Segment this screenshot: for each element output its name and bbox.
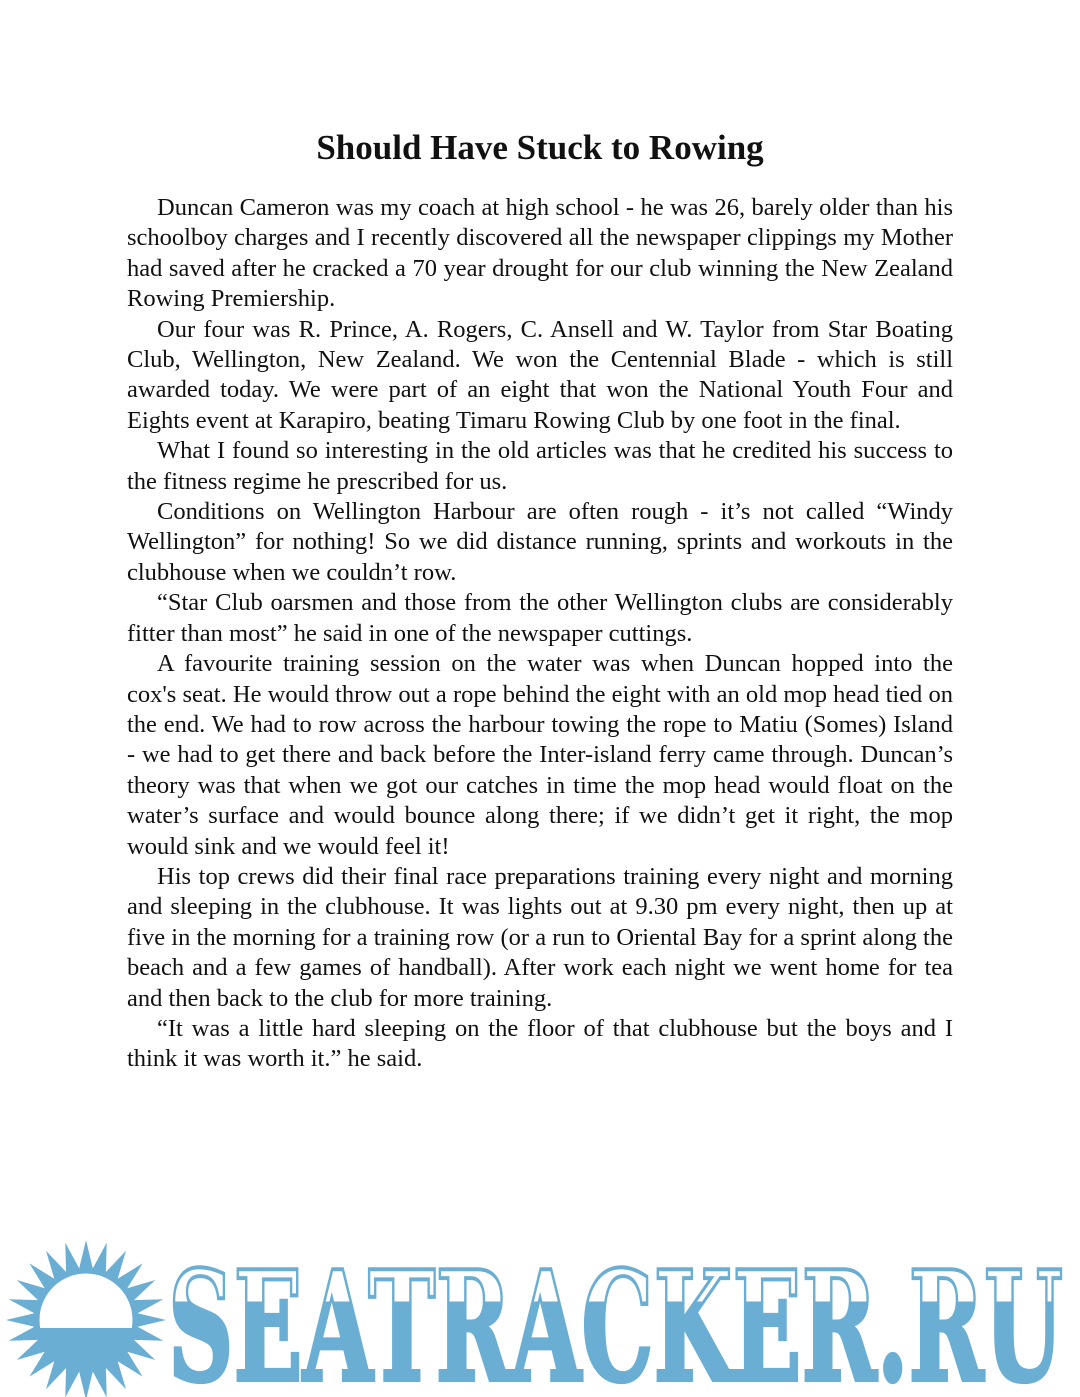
- paragraph-8: “It was a little hard sleeping on the floor of that clubhouse but the boys and I think it was worth it.” he said.: [127, 1014, 953, 1073]
- paragraph-4: Conditions on Wellington Harbour are often rough - it’s not called “Windy Wellington” for nothing! So we did distance running, sprints and workouts in the clubhouse when we couldn’t row.: [127, 498, 953, 586]
- seatracker-logo: [0, 1236, 1080, 1397]
- paragraph-2: Our four was R. Prince, A. Rogers, C. Ansell and W. Taylor from Star Boating Club, Wellington, New Zealand. We won the Centennial Blade - which is still awarded today. We were part of an eight that won the National Youth Four and Eights event at Karapiro, beating Timaru Rowing Club by one foot in the final.: [127, 315, 953, 434]
- logo-wordmark: [168, 1258, 1068, 1388]
- sun-over-water-icon: [6, 1236, 166, 1397]
- paragraph-3: What I found so interesting in the old articles was that he credited his success to the fitness regime he prescribed for us.: [127, 437, 953, 495]
- paragraph-6: A favourite training session on the water was when Duncan hopped into the cox's seat. He would throw out a rope behind the eight with an old mop head tied on the end. We had to row across the harbour towing the rope to Matiu (Somes) Island - we had to get there and back before the Inter-island ferry came through. Duncan’s theory was that when we got our catches in time the mop head would float on the water’s surface and would bounce along there; if we didn’t get it right, the mop would sink and we would feel it!: [127, 650, 953, 860]
- paragraph-7: His top crews did their final race preparations training every night and morning and sleeping in the clubhouse. It was lights out at 9.30 pm every night, then up at five in the morning for a training row (or a run to Oriental Bay for a sprint along the beach and a few games of handball). After work each night we went home for tea and then back to the club for more training.: [127, 862, 953, 1012]
- article-body: [127, 193, 953, 1075]
- page-title: Should Have Stuck to Rowing: [316, 128, 764, 167]
- paragraph-1: Duncan Cameron was my coach at high school - he was 26, barely older than his schoolboy charges and I recently discovered all the newspaper clippings my Mother had saved after he cracked a 70 year drought for our club winning the New Zealand Rowing Premiership.: [127, 194, 953, 313]
- paragraph-5: “Star Club oarsmen and those from the other Wellington clubs are considerably fitter than most” he said in one of the newspaper cuttings.: [127, 589, 953, 647]
- logo-text: SEATRACKER.RU: [168, 1258, 1063, 1388]
